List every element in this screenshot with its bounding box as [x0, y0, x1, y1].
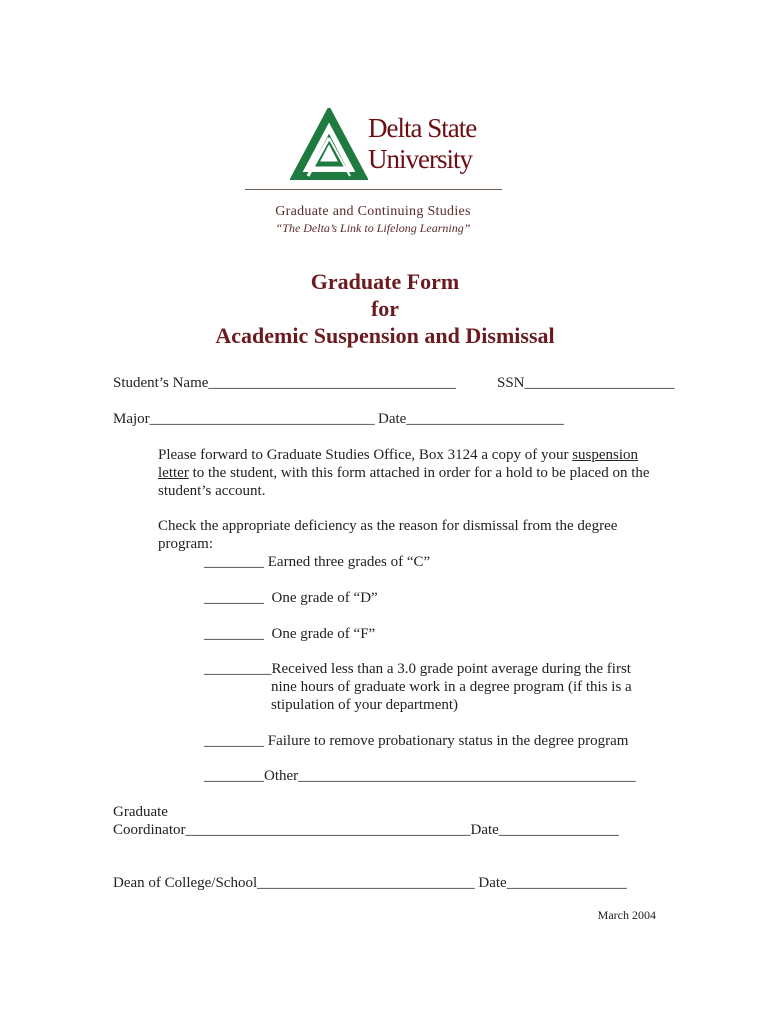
deficiency-option-gpa[interactable]: _________Received less than a 3.0 grade point average during the first: [204, 661, 631, 677]
form-title-line1: Graduate Form: [310, 269, 460, 294]
coordinator-label: Graduate: [113, 804, 168, 820]
deficiency-option-f-grade[interactable]: ________ One grade of “F”: [204, 626, 376, 642]
date-field[interactable]: Date_____________________: [378, 411, 564, 427]
deficiency-option-gpa-line2: nine hours of graduate work in a degree program (if this is a: [271, 679, 632, 695]
department-slogan: “The Delta’s Link to Lifelong Learning”: [275, 221, 471, 235]
deficiency-option-probation[interactable]: ________ Failure to remove probationary status in the degree program: [204, 733, 629, 749]
deficiency-prompt: Check the appropriate deficiency as the reason for dismissal from the degree program:: [158, 518, 618, 552]
dean-signature-field[interactable]: Dean of College/School_____________________________ Date________________: [113, 875, 627, 891]
instructions-paragraph: Please forward to Graduate Studies Office, Box 3124 a copy of your suspension letter to the student, with this form attached in order for a hold to be placed on the student’s account.: [158, 447, 650, 499]
deficiency-option-d-grade[interactable]: ________ One grade of “D”: [204, 590, 378, 606]
coordinator-signature-field[interactable]: Coordinator______________________________________Date________________: [113, 822, 619, 838]
department-name: Graduate and Continuing Studies: [275, 204, 471, 219]
form-revision-date: March 2004: [597, 908, 656, 922]
major-field[interactable]: Major______________________________: [113, 411, 375, 427]
form-title-line3: Academic Suspension and Dismissal: [215, 323, 555, 348]
student-name-field[interactable]: Student’s Name_________________________________: [113, 375, 456, 391]
university-logo-icon: [290, 108, 368, 180]
form-title-line2: for: [370, 296, 400, 321]
header-divider: [245, 189, 502, 190]
deficiency-option-other[interactable]: ________Other_____________________________________________: [204, 768, 636, 784]
ssn-field[interactable]: SSN____________________: [497, 375, 675, 391]
deficiency-option-gpa-line3: stipulation of your department): [271, 697, 459, 713]
deficiency-option-c-grades[interactable]: ________ Earned three grades of “C”: [204, 554, 431, 570]
suspension-letter-text: suspension letter: [158, 447, 639, 481]
university-name: Delta State University: [368, 113, 477, 174]
